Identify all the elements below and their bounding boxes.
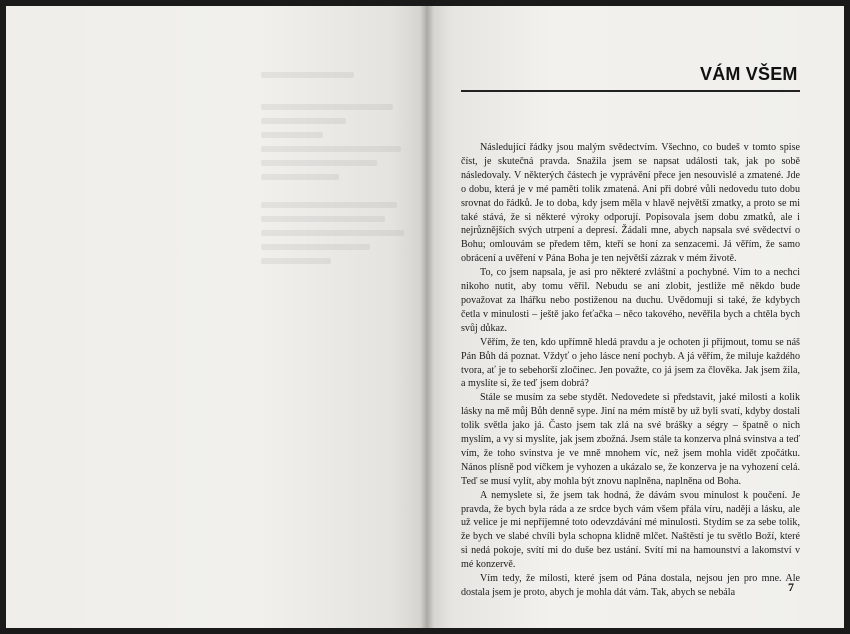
paragraph: Věřím, že ten, kdo upřímně hledá pravdu a je ochoten ji přijmout, tomu se náš Pán Bůh dá poznat. Vždyť o jeho lásce není pochyb. A já věřím, že miluje každého tvora, ať je to sebehorší zločinec. Jen považte, co já jsem za člověka. Jak jsem žila, a myslíte si, že teď jsem dobrá?	[461, 336, 800, 390]
paragraph: Vím tedy, že milosti, které jsem od Pána dostala, nejsou jen pro mne. Ale dostala jsem je proto, abych je mohla dát vám. Tak, abych se nebála	[461, 573, 800, 598]
paragraph: To, co jsem napsala, je asi pro některé zvláštní a pochybné. Vím to a nechci nikoho nutit, aby tomu věřil. Nebudu se ani zlobit, jestliže mě někdo bude považovat za lhářku nebo postiženou na duchu. Uvědomuji si také, že kdybych četla v minulosti – ještě jako feťačka – něco takového, nevěřila bych a chtěla bych svůj důkaz.	[461, 267, 800, 334]
book-gutter	[420, 6, 434, 628]
paragraph: Stále se musím za sebe stydět. Nedovedete si představit, jaké milosti a kolik lásky na mě můj Bůh denně sype. Jiní na mém místě by už byli svatí, kdyby dostali tolik světla jako já. Často jsem tak zlá na své brášky a ségry – špatně o nich myslím, a vy si myslíte, jak jsem zbožná. Jsem stále ta konzerva plná svinstva a teď vím, že toho svinstva je ve mně mnohem víc, než jsem mohla vidět zpočátku. Nános plísně pod víčkem je vyhozen a ukázalo se, že konzerva je na vyhození celá. Teď se musí vylít, aby mohla být znovu naplněna, naplněna od Boha.	[461, 392, 800, 487]
left-page	[6, 6, 426, 628]
show-through-text	[261, 72, 416, 272]
chapter-title: VÁM VŠEM	[700, 64, 798, 84]
page-number: 7	[788, 580, 794, 594]
title-rule	[461, 90, 800, 92]
body-text	[461, 141, 800, 598]
paragraph: Následující řádky jsou malým svědectvím. Všechno, co budeš v tomto spise číst, je skutečná pravda. Snažila jsem se napsat události tak, jak po sobě následovaly. V některých částech je vyprávění přece jen nesouvislé a zmatené. Jde o dobu, která je v mé paměti tolik zmatená. Ani při dobré vůli nedovedu tuto dobu srovnat do řádků. Je to doba, kdy jsem měla v hlavě největší zmatky, a proto se mi také stává, že si některé výroky odporují. Popisovala jsem dobu zmatků, ale i nejrůznějších svých utrpení a depresí. Žádali mne, abych napsala své svědectví o Bohu; omlouvám se předem těm, kteří se honí za senzacemi. Já věřím, že samo obrácení a uvěření v Pána Boha je ten největší zázrak v mém životě.	[461, 142, 800, 265]
paragraph: A nemyslete si, že jsem tak hodná, že dávám svou minulost k poučení. Je pravda, že bych byla ráda a ze srdce bych vám všem přála víru, naději a lásku, ale už velice je mi nepříjemné toto odevzdávání mé minulosti. Stydím se za sebe tolik, že bych ve slabé chvíli byla schopna klidně mlčet. Naštěstí je tu světlo Boží, které si nedá pokoje, svítí mi do duše bez ustání. Svítí mi na hamounství a lakomství v mé konzervě.	[461, 489, 800, 571]
